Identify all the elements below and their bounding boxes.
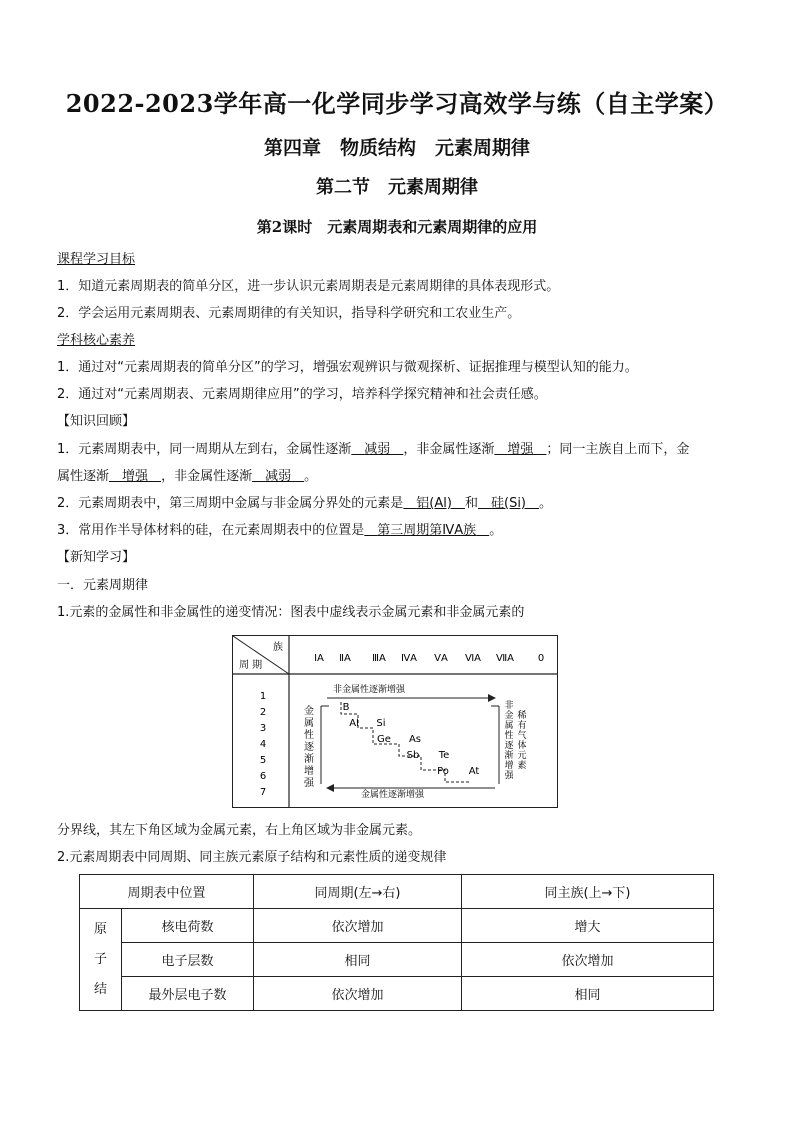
group-label: ⅠA	[314, 653, 324, 664]
period-label: 6	[259, 771, 267, 782]
answer-text: 增强	[507, 442, 534, 457]
element-symbol: At	[468, 766, 480, 777]
group-label: ⅢA	[372, 653, 386, 664]
review-q2-text: 2．元素周期表中，第三周期中金属与非金属分界处的元素是	[57, 496, 404, 511]
period-label: 7	[259, 787, 267, 798]
table-cell: 增大	[462, 909, 714, 943]
table-header-cell: 同周期(左→右)	[254, 875, 462, 909]
newlearn-heading: 【新知学习】	[57, 550, 136, 565]
noble-gas-label	[517, 709, 526, 771]
table-header-cell: 同主族(上→下)	[462, 875, 714, 909]
element-symbol: Sb	[406, 750, 420, 761]
answer-text: 减弱	[364, 442, 391, 457]
answer-text: 硅(Si)	[491, 496, 527, 511]
table-group-cell	[80, 909, 122, 1011]
table-cell: 电子层数	[122, 943, 254, 977]
answer-text: 第三周期第ⅣA族	[377, 523, 477, 538]
review-q2-text-3: 。	[539, 496, 553, 511]
review-q2-text-2: 和	[464, 496, 478, 511]
review-q1-text: 1．元素周期表中，同一周期从左到右，金属性逐渐	[57, 442, 352, 457]
lesson-title: 第2课时 元素周期表和元素周期律的应用	[256, 218, 538, 236]
noble-vertical-text: 稀有气体元素	[517, 711, 527, 771]
element-symbol: B	[342, 702, 350, 713]
table-header-cell: 周期表中位置	[80, 875, 254, 909]
table-cell: 依次增加	[254, 977, 462, 1011]
review-q1-text-3: ；同一主族自上而下，金	[546, 442, 690, 457]
period-label: 3	[259, 723, 267, 734]
corner-period-label: 周 期	[239, 660, 263, 671]
corner-group-label: 族	[273, 642, 283, 653]
group-label: ⅦA	[495, 653, 515, 664]
periodic-table-diagram	[232, 635, 558, 808]
table-group-char: 结	[93, 981, 107, 997]
table-group-char: 原	[93, 921, 107, 937]
review-q3	[57, 521, 502, 541]
period-label: 4	[259, 739, 267, 750]
element-symbol: Al	[349, 718, 359, 729]
element-symbol: As	[408, 734, 422, 745]
table-row	[80, 977, 714, 1011]
review-q1-line2	[57, 467, 317, 487]
literacy-heading: 学科核心素养	[57, 333, 136, 348]
review-q1-text-2: ，非金属性逐渐	[403, 442, 495, 457]
review-q3-text-2: 。	[489, 523, 503, 538]
table-cell: 依次增加	[462, 943, 714, 977]
table-cell: 核电荷数	[122, 909, 254, 943]
bottom-arrow-label: 金属性逐渐增强	[361, 790, 425, 800]
review-q1-text-6: 。	[304, 469, 318, 484]
chapter-title: 第四章 物质结构 元素周期律	[263, 137, 530, 159]
period-label: 1	[259, 691, 267, 702]
metal-nonmetal-boundary	[341, 702, 471, 782]
review-q3-text: 3．常用作半导体材料的硅，在元素周期表中的位置是	[57, 523, 365, 538]
review-q1-text-5: ，非金属性逐渐	[161, 469, 253, 484]
element-symbol: Ge	[377, 734, 391, 745]
period-labels	[260, 691, 266, 798]
review-q1-text-4: 属性逐渐	[57, 469, 110, 484]
group-label: ⅡA	[339, 653, 351, 664]
diagram-svg	[233, 636, 557, 807]
table-group-label	[80, 915, 121, 1005]
left-vertical-label	[304, 704, 315, 789]
period-label: 2	[259, 707, 267, 718]
review-q1-line1	[57, 440, 689, 460]
trend-table	[79, 874, 714, 1011]
table-header-row	[80, 875, 714, 909]
answer-text: 增强	[122, 469, 149, 484]
goal-item-1: 1．知道元素周期表的简单分区，进一步认识元素周期表是元素周期律的具体表现形式。	[57, 279, 560, 294]
review-q1-answer-2	[494, 442, 546, 457]
group-label: 0	[537, 653, 545, 664]
answer-text: 减弱	[265, 469, 292, 484]
newlearn-paragraph-1: 1.元素的金属性和非金属性的递变情况：图表中虚线表示金属元素和非金属元素的	[57, 605, 525, 620]
element-symbol: Te	[438, 750, 450, 761]
literacy-item-2: 2．通过对“元素周期表、元素周期律应用”的学习，培养科学探究精神和社会责任感。	[57, 387, 547, 402]
right-vertical-text: 非金属性逐渐增强	[504, 701, 514, 781]
review-q3-answer	[364, 523, 489, 538]
newlearn-subheading: 一．元素周期律	[57, 578, 149, 593]
element-symbol: Po	[437, 766, 449, 777]
table-cell: 相同	[462, 977, 714, 1011]
newlearn-paragraph-2: 2.元素周期表中同周期、同主族元素原子结构和元素性质的递变规律	[57, 850, 447, 865]
group-labels	[314, 653, 544, 664]
review-q2-answer-2	[478, 496, 539, 511]
review-heading: 【知识回顾】	[57, 414, 136, 429]
table-group-char: 子	[93, 951, 107, 967]
goals-heading: 课程学习目标	[57, 252, 136, 267]
element-symbols	[343, 702, 480, 777]
answer-text: 铝(Al)	[416, 496, 452, 511]
review-q1-answer-1	[351, 442, 403, 457]
group-label: ⅤA	[434, 653, 448, 664]
table-row	[80, 943, 714, 977]
document-title: 2022-2023学年高一化学同步学习高效学与练（自主学案）	[65, 89, 729, 118]
newlearn-paragraph-1b: 分界线，其左下角区域为金属元素，右上角区域为非金属元素。	[57, 823, 422, 838]
section-title: 第二节 元素周期律	[316, 177, 478, 198]
left-vertical-text: 金属性逐渐增强	[304, 706, 314, 789]
top-arrow-label: 非金属性逐渐增强	[333, 685, 406, 695]
table-cell: 相同	[254, 943, 462, 977]
literacy-item-1: 1．通过对“元素周期表的简单分区”的学习，增强宏观辨识与微观探析、证据推理与模型认知的能力。	[57, 360, 638, 375]
table-cell: 依次增加	[254, 909, 462, 943]
review-q1-answer-4	[252, 469, 304, 484]
group-label: ⅥA	[464, 653, 482, 664]
element-symbol: Si	[376, 718, 386, 729]
review-q2-answer-1	[403, 496, 465, 511]
table-row	[80, 909, 714, 943]
group-label: ⅣA	[400, 653, 418, 664]
table-cell: 最外层电子数	[122, 977, 254, 1011]
goal-item-2: 2．学会运用元素周期表、元素周期律的有关知识，指导科学研究和工农业生产。	[57, 306, 521, 321]
review-q2	[57, 494, 552, 514]
right-vertical-label	[504, 699, 514, 781]
review-q1-answer-3	[109, 469, 161, 484]
period-label: 5	[259, 755, 267, 766]
